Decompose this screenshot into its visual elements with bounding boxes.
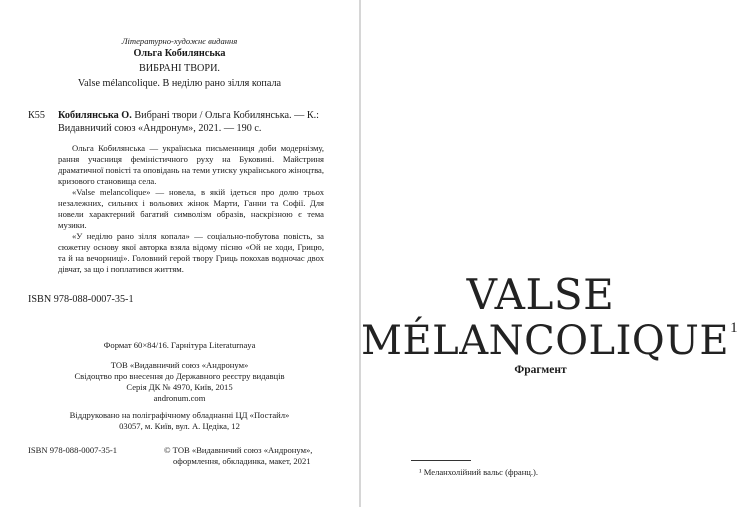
imprint <box>0 340 359 432</box>
author-name: Ольга Кобилянська <box>133 48 226 59</box>
imprint-format: Формат 60×84/16. Гарнітура Literaturnaya <box>103 340 256 350</box>
copyright-line2: оформлення, обкладинка, макет, 2021 <box>173 456 311 466</box>
imprint-series: Серія ДК № 4970, Київ, 2015 <box>126 382 233 392</box>
right-page <box>361 0 738 507</box>
isbn-footer: ISBN 978-088-0007-35-1 <box>28 445 118 455</box>
annotation-paragraph: Ольга Кобилянська — українська письменниця доби модернізму, рання учасниця феміністичного руху на Буковині. Майстриня драматичної повісті та оповідань на теми утиску українського жіноцтва, кризового становища села. <box>58 143 324 186</box>
imprint-website: andronum.com <box>153 393 206 403</box>
work-title-line1: VALSE <box>466 270 615 319</box>
annotation <box>58 143 324 275</box>
imprint-printer: Віддруковано на поліграфічному обладнанні ЦД «Постайл» <box>69 410 290 420</box>
copyright <box>164 445 312 467</box>
catalog-entry <box>58 110 338 135</box>
annotation-paragraph: «У неділю рано зілля копала» — соціально-побутова повість, за сюжетну основу якої авторка взяла відому пісню «Ой не ходи, Грицю, та й на вечорниці». Головний герой твору Гриць покохав водночас двох дівчат, за що і поплатився життям. <box>58 231 324 274</box>
work-title-line2-wrap <box>361 316 738 366</box>
footnote-mark: 1 <box>730 320 738 336</box>
annotation-paragraph: «Valse melancolique» — новела, в якій ідеться про долю трьох незалежних, сильних і вольових жінок Марти, Ганни та Софії. Для новели характерний багатий символізм образів, наскрізною є тема музики. <box>58 187 324 230</box>
book-title: ВИБРАНІ ТВОРИ. <box>139 62 220 74</box>
imprint-publisher: ТОВ «Видавничий союз «Андронум» <box>110 360 249 370</box>
catalog-line2: Видавничий союз «Андронум», 2021. — 190 с. <box>58 122 262 134</box>
book-header <box>0 36 359 91</box>
footnote-text: ¹ Меланхолійний вальс (франц.). <box>419 467 539 477</box>
isbn-main: ISBN 978-088-0007-35-1 <box>28 294 134 305</box>
copyright-line1: © ТОВ «Видавничий союз «Андронум», <box>164 445 313 455</box>
catalog-author: Кобилянська О. <box>58 110 132 121</box>
book-subtitle: Valse mélancolique. В неділю рано зілля копала <box>77 78 282 90</box>
catalog-code: К55 <box>28 110 45 121</box>
left-page <box>0 0 359 507</box>
work-title-line2: MÉLANCOLIQUE <box>361 318 730 364</box>
imprint-certificate: Свідоцтво про внесення до Державного реєстру видавців <box>74 371 285 381</box>
fragment-label: Фрагмент <box>514 364 567 376</box>
footnote-rule <box>411 460 471 461</box>
genre-line: Літературно-художнє видання <box>121 36 238 46</box>
catalog-line1: Вибрані твори / Ольга Кобилянська. — К.: <box>131 110 320 121</box>
imprint-address: 03057, м. Київ, вул. А. Цедіка, 12 <box>119 421 240 431</box>
